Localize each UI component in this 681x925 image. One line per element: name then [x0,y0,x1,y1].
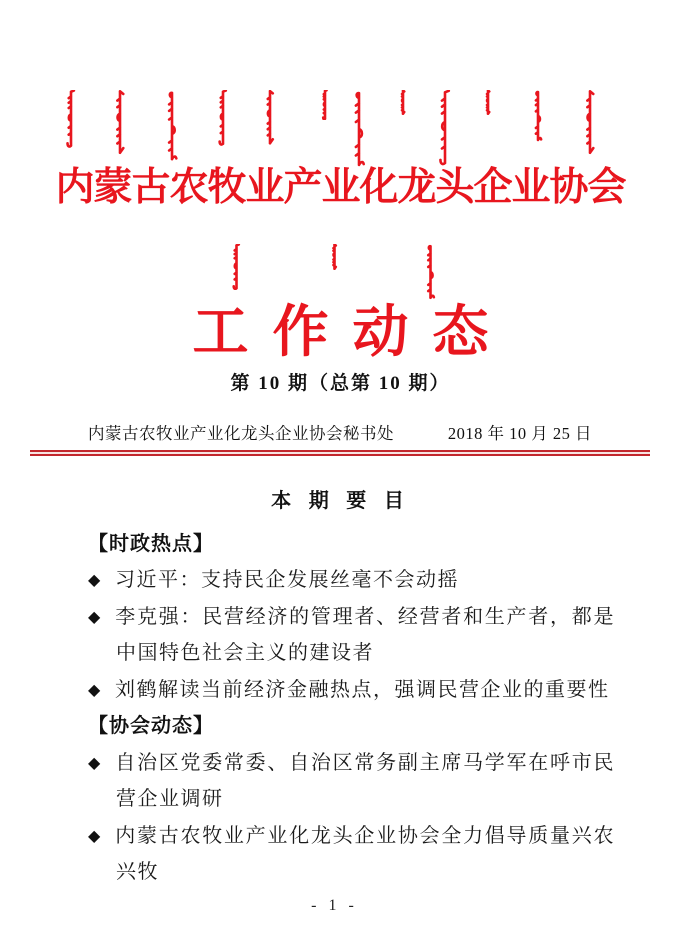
toc-item [88,672,615,709]
diamond-bullet-icon: ◆ [88,825,102,845]
diamond-bullet-icon: ◆ [88,752,102,772]
toc-item [88,745,615,818]
toc-item [88,562,615,599]
toc-item-text: 自治区党委常委、自治区常务副主席马学军在呼市民营企业调研 [115,751,615,810]
diamond-bullet-icon: ◆ [88,570,102,589]
section-title-association: 【协会动态】 [88,715,214,737]
diamond-bullet-icon: ◆ [88,606,102,626]
section-title-politics: 【时政热点】 [88,532,214,555]
toc-item-text: 刘鹤解读当前经济金融热点，强调民营企业的重要性 [115,678,610,701]
toc-item-text: 李克强：民营经济的管理者、经营者和生产者，都是中国特色社会主义的建设者 [115,605,615,664]
diamond-bullet-icon: ◆ [88,679,102,699]
table-of-contents [88,483,615,891]
toc-heading: 本 期 要 目 [271,490,410,512]
masthead-rule [30,450,650,456]
toc-item [88,818,615,891]
issue-number: 第 10 期（总第 10 期） [230,373,451,394]
publisher-line [88,420,592,444]
association-name: 内蒙古农牧业产业化龙头企业协会 [55,166,626,209]
bulletin-title: 工作动态 [192,302,513,364]
issue-date: 2018 年 10 月 25 日 [447,424,592,443]
toc-item [88,599,615,672]
toc-item-text: 习近平：支持民企发展丝毫不会动摇 [115,569,459,591]
page-number: - 1 - [311,897,358,914]
toc-item-text: 内蒙古农牧业产业化龙头企业协会全力倡导质量兴农兴牧 [115,824,615,883]
publisher-name: 内蒙古农牧业产业化龙头企业协会秘书处 [88,424,394,443]
